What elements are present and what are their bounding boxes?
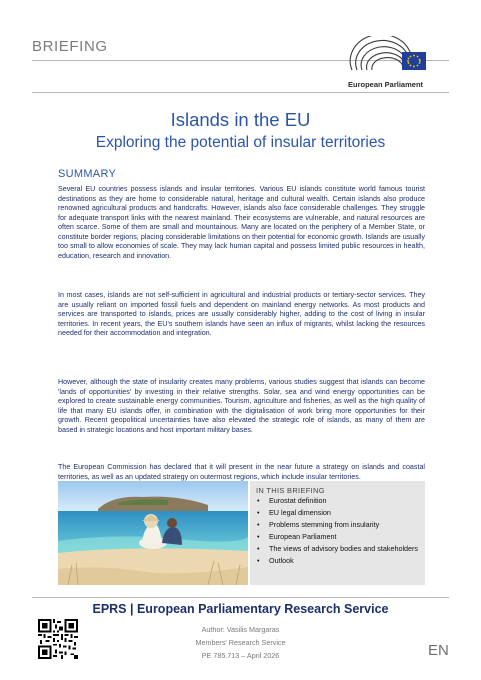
- reference-line: PE 785.713 – April 2026: [201, 651, 280, 660]
- title-divider: [32, 92, 449, 93]
- list-item: • Problems stemming from insularity: [255, 520, 420, 529]
- summary-paragraph-2: In most cases, islands are not self-sufficient in agricultural and industrial products or tertiary-sector services. They are usually reliant on imported fossil fuels and dependent on mainland energy networks. As most products and services are transported to islands, prices are usually considerably higher, adding to the cost of living in insular territories. In recent years, the EU's southern islands have seen an influx of migrants, whilst lacking the resources needed for their accommodation and integration.: [58, 291, 425, 338]
- european-parliament-logo: [348, 36, 428, 80]
- summary-paragraph-3: However, although the state of insularity creates many problems, various studies suggest that islands can become 'lands of opportunities' by investing in their relative strengths. Solar, sea and wind energy opportunities can be explored to create sustainable energy communities. Tourism, agriculture and fisheries, as well as the high quality of life that many EU islands offer, in combination with the digitalisation of work bring more opportunities for their growth. Recent geopolitical uncertainties have also elevated the strategic role of islands, as many of them are based in strategic locations and host important military bases.: [58, 378, 425, 434]
- list-item: • The views of advisory bodies and stakeholders: [255, 544, 420, 553]
- list-item: • European Parliament: [255, 532, 420, 541]
- island-beach-photo: [58, 481, 248, 585]
- summary-paragraph-1: Several EU countries possess islands and insular territories. Various EU islands constitute world famous tourist destinations as they are home to considerable natural, heritage and cultural wealth. Certain islands also produce renowned agricultural products and handcrafts. However, islands also face considerable challenges. They struggle for adequate transport links with the nearest mainland. Their ecosystems are vulnerable, and natural resources are often scarce. Some of them are small and mountainous. Many are located on the periphery of a Member State, or constitute border regions, placing considerable limitations on their potential for economic growth. Islands are usually too small to allow economies of scale. They may lack human capital and possess limited public resources in health, education, research and innovation.: [58, 185, 425, 260]
- list-item: • Eurostat definition: [255, 496, 420, 505]
- summary-paragraph-4: The European Commission has declared that it will present in the near future a strategy on islands and coastal territories, as well as an updated strategy on outermost regions, which include insular territories.: [58, 463, 425, 481]
- department-line: Members' Research Service: [195, 638, 286, 647]
- document-type-label: BRIEFING: [32, 38, 108, 55]
- in-this-briefing-heading: IN THIS BRIEFING: [256, 486, 325, 495]
- document-title: Islands in the EU: [170, 109, 311, 130]
- in-this-briefing-list: [255, 496, 420, 568]
- list-item: • EU legal dimension: [255, 508, 420, 517]
- institution-name: European Parliament: [348, 80, 424, 89]
- document-subtitle: Exploring the potential of insular territories: [95, 134, 386, 151]
- language-code: EN: [428, 642, 449, 659]
- summary-heading: SUMMARY: [58, 168, 117, 180]
- list-item: • Outlook: [255, 556, 420, 565]
- research-service-name: EPRS | European Parliamentary Research Service: [92, 602, 389, 616]
- footer-divider: [32, 597, 449, 598]
- author-line: Author: Vasilis Margaras: [201, 625, 280, 634]
- in-this-briefing-box: [250, 481, 425, 585]
